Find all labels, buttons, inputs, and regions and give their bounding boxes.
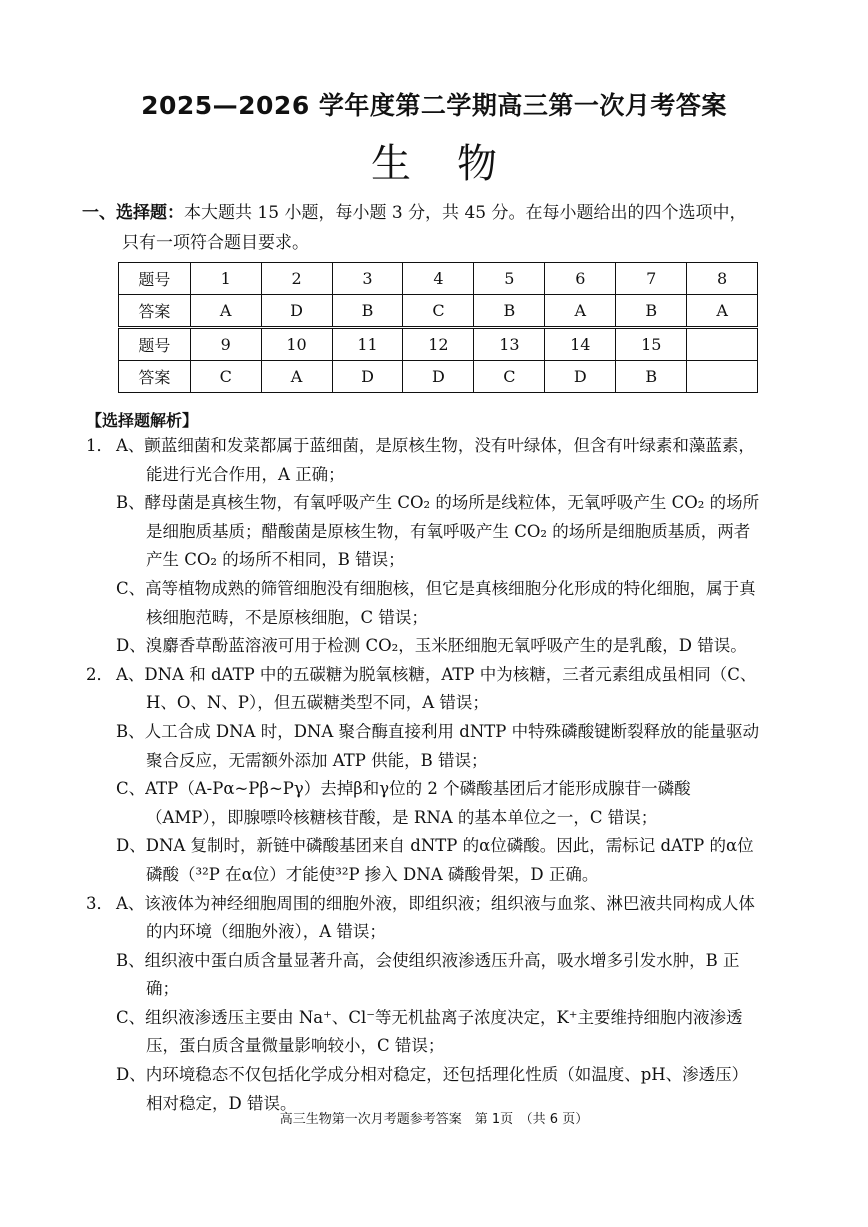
section-text-line2: 只有一项符合题目要求。	[122, 233, 309, 253]
answer-item: C、ATP（A-Pα~Pβ~Pγ）去掉β和γ位的 2 个磷酸基团后才能形成腺苷一磷酸（AMP），即腺嘌呤核糖核苷酸，是 RNA 的基本单位之一，C 错误；	[116, 779, 691, 827]
table-cell: 5	[474, 263, 545, 295]
answer-table-answer-row	[119, 295, 758, 328]
table-cell: D	[261, 295, 332, 328]
answer-item: B、组织液中蛋白质含量显著升高，会使组织液渗透压升高，吸水增多引发水肿，B 正确；	[116, 950, 740, 999]
section-label: 一、选择题：	[82, 203, 184, 223]
subject-title: 生物	[371, 141, 543, 187]
table-cell: 2	[261, 263, 332, 295]
page-footer: 高三生物第一次月考题参考答案 第 1页 （共 6 页）	[279, 1112, 589, 1127]
table-cell: 12	[403, 328, 474, 361]
table-cell: B	[616, 361, 687, 393]
table-cell: B	[616, 295, 687, 328]
answer-table-answer-row	[119, 361, 758, 393]
table-cell: A	[261, 361, 332, 393]
answer-item	[86, 890, 762, 947]
question-number: 1．	[86, 436, 113, 455]
answer-table	[118, 262, 758, 393]
table-cell: D	[332, 361, 403, 393]
answer-table-number-row	[119, 263, 758, 295]
table-cell: 15	[616, 328, 687, 361]
table-cell: 6	[545, 263, 616, 295]
table-cell: 4	[403, 263, 474, 295]
answer-item: C、组织液渗透压主要由 Na⁺、Cl⁻等无机盐离子浓度决定，K⁺主要维持细胞内液渗透压，蛋白质含量微量影响较小，C 错误；	[116, 1007, 743, 1056]
row-header-answer: 答案	[119, 361, 191, 393]
table-cell: 13	[474, 328, 545, 361]
table-cell: D	[545, 361, 616, 393]
table-cell: C	[190, 361, 261, 393]
table-cell: A	[190, 295, 261, 328]
table-cell: 9	[190, 328, 261, 361]
question-number: 3．	[86, 893, 113, 913]
table-cell: 14	[545, 328, 616, 361]
analysis-body	[86, 432, 762, 1118]
table-cell: 7	[616, 263, 687, 295]
row-header-answer: 答案	[119, 295, 191, 328]
table-cell: C	[474, 361, 545, 393]
table-cell: A	[687, 295, 758, 328]
table-cell	[687, 361, 758, 393]
table-cell: D	[403, 361, 474, 393]
answer-item: C、高等植物成熟的筛管细胞没有细胞核，但它是真核细胞分化形成的特化细胞，属于真核细胞范畴，不是原核细胞，C 错误；	[116, 578, 756, 627]
answer-item: B、人工合成 DNA 时，DNA 聚合酶直接利用 dNTP 中特殊磷酸键断裂释放的能量驱动聚合反应，无需额外添加 ATP 供能，B 错误；	[116, 721, 760, 770]
table-cell: C	[403, 295, 474, 328]
item-text: A、颤蓝细菌和发菜都属于蓝细菌，是原核生物，没有叶绿体，但含有叶绿素和藻蓝素，能进行光合作用，A 正确；	[116, 436, 755, 484]
table-cell: 8	[687, 263, 758, 295]
item-text: A、DNA 和 dATP 中的五碳糖为脱氧核糖，ATP 中为核糖，三者元素组成虽相同（C、H、O、N、P），但五碳糖类型不同，A 错误；	[116, 664, 757, 713]
answer-item: B、酵母菌是真核生物，有氧呼吸产生 CO₂ 的场所是线粒体，无氧呼吸产生 CO₂ 的场所是细胞质基质；醋酸菌是原核生物，有氧呼吸产生 CO₂ 的场所是细胞质基质，两者产生 CO₂ 的场所不相同，B 错误；	[116, 493, 760, 570]
answer-item: D、溴麝香草酚蓝溶液可用于检测 CO₂，玉米胚细胞无氧呼吸产生的是乳酸，D 错误。	[116, 636, 747, 656]
table-cell: A	[545, 295, 616, 328]
answer-item: D、内环境稳态不仅包括化学成分相对稳定，还包括理化性质（如温度、pH、渗透压）相对稳定，D 错误。	[116, 1065, 749, 1113]
table-cell: 1	[190, 263, 261, 295]
question-1	[86, 432, 762, 661]
row-header-number: 题号	[119, 328, 191, 361]
row-header-number: 题号	[119, 263, 191, 295]
question-3	[86, 890, 762, 1119]
answer-item: D、DNA 复制时，新链中磷酸基团来自 dNTP 的α位磷酸。因此，需标记 dATP 的α位磷酸（³²P 在α位）才能使³²P 掺入 DNA 磷酸骨架，D 正确。	[116, 836, 754, 884]
table-cell	[687, 328, 758, 361]
analysis-title: 【选择题解析】	[86, 411, 199, 430]
question-2	[86, 661, 762, 890]
table-cell: B	[332, 295, 403, 328]
table-cell: B	[474, 295, 545, 328]
table-cell: 10	[261, 328, 332, 361]
answer-table-number-row	[119, 328, 758, 361]
question-number: 2．	[86, 664, 113, 684]
section-header	[82, 198, 762, 258]
answer-item	[86, 661, 762, 718]
item-text: A、该液体为神经细胞周围的细胞外液，即组织液；组织液与血浆、淋巴液共同构成人体的内环境（细胞外液），A 错误；	[116, 893, 755, 942]
table-cell: 11	[332, 328, 403, 361]
table-cell: 3	[332, 263, 403, 295]
page-title: 2025—2026 学年度第二学期高三第一次月考答案	[141, 91, 727, 120]
section-text-line1: 本大题共 15 小题，每小题 3 分，共 45 分。在每小题给出的四个选项中，	[184, 203, 747, 223]
answer-item	[86, 432, 762, 489]
